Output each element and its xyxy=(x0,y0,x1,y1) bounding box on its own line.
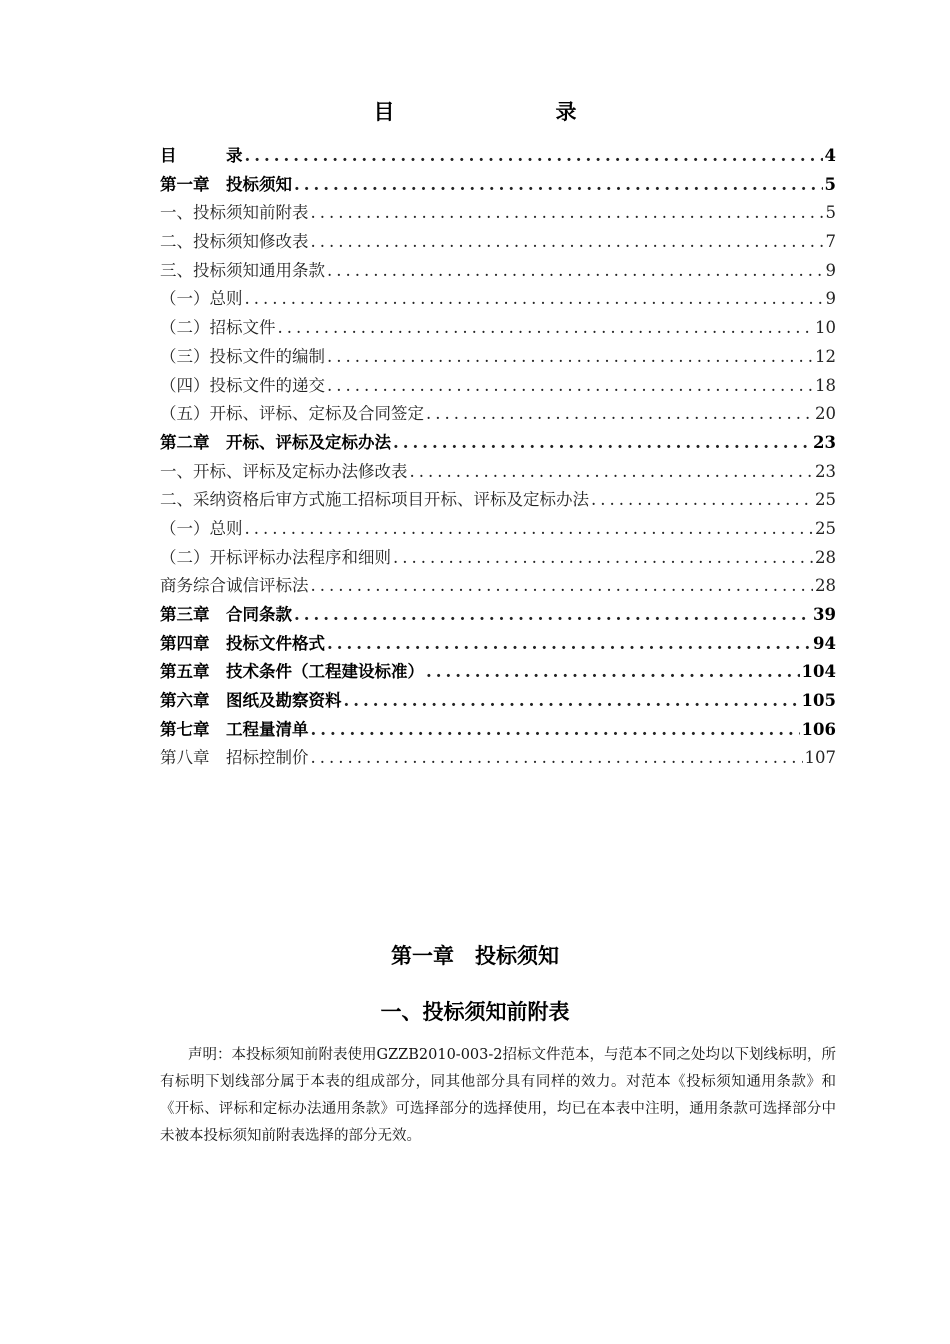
toc-entry-page: 105 xyxy=(801,691,836,711)
toc-entry-text: 二、投标须知修改表 xyxy=(160,232,309,252)
toc-entry-page: 23 xyxy=(815,461,836,481)
toc-entry-text: 二、采纳资格后审方式施工招标项目开标、评标及定标办法 xyxy=(160,490,589,510)
table-of-contents xyxy=(160,142,836,773)
toc-entry-page: 12 xyxy=(815,346,836,366)
toc-leader-dots xyxy=(311,716,800,745)
toc-leader-dots xyxy=(311,744,803,773)
toc-entry-page: 107 xyxy=(804,748,836,768)
toc-entry-text: （一）总则 xyxy=(160,518,243,538)
toc-entry-text: 第一章 投标须知 xyxy=(160,174,292,194)
toc-leader-dots xyxy=(327,343,813,372)
toc-entry[interactable] xyxy=(160,343,836,372)
toc-entry-text: 第三章 合同条款 xyxy=(160,605,292,624)
toc-entry-text: （五）开标、评标、定标及合同签定 xyxy=(160,404,424,424)
toc-entry-page: 104 xyxy=(801,662,836,682)
toc-entry[interactable] xyxy=(160,515,836,544)
toc-leader-dots xyxy=(344,687,800,716)
toc-leader-dots xyxy=(591,486,813,515)
toc-entry-page: 18 xyxy=(815,375,836,395)
toc-entry-page: 20 xyxy=(815,404,836,424)
toc-entry-page: 28 xyxy=(815,547,836,567)
toc-entry[interactable] xyxy=(160,630,836,659)
toc-entry[interactable] xyxy=(160,572,836,601)
toc-entry-text: 目 录 xyxy=(160,146,243,165)
toc-leader-dots xyxy=(327,372,813,401)
toc-entry[interactable] xyxy=(160,142,836,171)
toc-title: 目 录 xyxy=(373,99,647,124)
toc-entry-page: 5 xyxy=(825,203,836,223)
toc-entry[interactable] xyxy=(160,171,836,200)
toc-entry[interactable] xyxy=(160,601,836,630)
toc-leader-dots xyxy=(426,658,800,687)
toc-entry-page: 23 xyxy=(813,432,836,452)
toc-leader-dots xyxy=(410,458,814,487)
toc-entry-text: （二）开标评标办法程序和细则 xyxy=(160,547,391,567)
toc-entry[interactable] xyxy=(160,744,836,773)
statement-paragraph: 声明：本投标须知前附表使用GZZB2010-003-2招标文件范本，与范本不同之处均以下划线标明，所有标明下划线部分属于本表的组成部分，同其他部分具有同样的效力。对范本《投标须知通用条款》和《开标、评标和定标办法通用条款》可选择部分的选择使用，均已在本表中注明，通用条款可选择部分中未被本投标须知前附表选择的部分无效。 xyxy=(160,1047,836,1144)
toc-entry-page: 9 xyxy=(825,289,836,309)
toc-entry[interactable] xyxy=(160,544,836,573)
toc-entry-page: 25 xyxy=(815,490,836,510)
toc-entry-page: 94 xyxy=(813,633,836,653)
toc-entry[interactable] xyxy=(160,458,836,487)
toc-entry[interactable] xyxy=(160,372,836,401)
toc-entry[interactable] xyxy=(160,314,836,343)
toc-leader-dots xyxy=(426,400,813,429)
toc-entry[interactable] xyxy=(160,486,836,515)
toc-entry-text: 第二章 开标、评标及定标办法 xyxy=(160,432,391,452)
toc-entry-text: 商务综合诚信评标法 xyxy=(160,576,309,596)
toc-entry[interactable] xyxy=(160,228,836,257)
toc-entry-page: 25 xyxy=(815,518,836,538)
toc-leader-dots xyxy=(311,199,824,228)
toc-entry-text: 第七章 工程量清单 xyxy=(160,719,309,739)
toc-leader-dots xyxy=(245,285,824,314)
toc-entry-text: 第八章 招标控制价 xyxy=(160,748,309,768)
toc-entry-text: （二）招标文件 xyxy=(160,318,276,338)
toc-entry-page: 39 xyxy=(813,605,836,624)
toc-entry-page: 4 xyxy=(824,146,836,165)
toc-entry-text: （四）投标文件的递交 xyxy=(160,375,325,395)
toc-entry[interactable] xyxy=(160,257,836,286)
toc-entry-page: 7 xyxy=(825,232,836,252)
toc-entry[interactable] xyxy=(160,716,836,745)
toc-entry[interactable] xyxy=(160,429,836,458)
toc-leader-dots xyxy=(311,572,814,601)
toc-entry-text: 第五章 技术条件（工程建设标准） xyxy=(160,662,424,682)
toc-leader-dots xyxy=(245,142,823,171)
toc-leader-dots xyxy=(294,601,811,630)
toc-entry[interactable] xyxy=(160,199,836,228)
toc-leader-dots xyxy=(327,257,824,286)
toc-entry[interactable] xyxy=(160,687,836,716)
section-title: 一、投标须知前附表 xyxy=(380,1000,570,1024)
toc-entry-text: 一、投标须知前附表 xyxy=(160,203,309,223)
toc-entry-page: 9 xyxy=(825,260,836,280)
chapter-title: 第一章 投标须知 xyxy=(391,944,559,968)
toc-leader-dots xyxy=(278,314,814,343)
toc-leader-dots xyxy=(393,429,811,458)
toc-leader-dots xyxy=(294,171,823,200)
toc-entry-page: 5 xyxy=(824,174,836,194)
toc-entry-text: （三）投标文件的编制 xyxy=(160,346,325,366)
toc-entry-page: 28 xyxy=(815,576,836,596)
toc-entry-text: 一、开标、评标及定标办法修改表 xyxy=(160,461,408,481)
toc-entry-text: （一）总则 xyxy=(160,289,243,309)
toc-entry-page: 10 xyxy=(815,318,836,338)
toc-entry-text: 第四章 投标文件格式 xyxy=(160,633,325,653)
toc-leader-dots xyxy=(245,515,814,544)
toc-entry-page: 106 xyxy=(801,719,836,739)
toc-leader-dots xyxy=(327,630,811,659)
toc-entry[interactable] xyxy=(160,400,836,429)
toc-leader-dots xyxy=(311,228,824,257)
toc-entry[interactable] xyxy=(160,658,836,687)
toc-leader-dots xyxy=(393,544,813,573)
toc-entry[interactable] xyxy=(160,285,836,314)
toc-entry-text: 第六章 图纸及勘察资料 xyxy=(160,691,342,711)
toc-entry-text: 三、投标须知通用条款 xyxy=(160,260,325,280)
